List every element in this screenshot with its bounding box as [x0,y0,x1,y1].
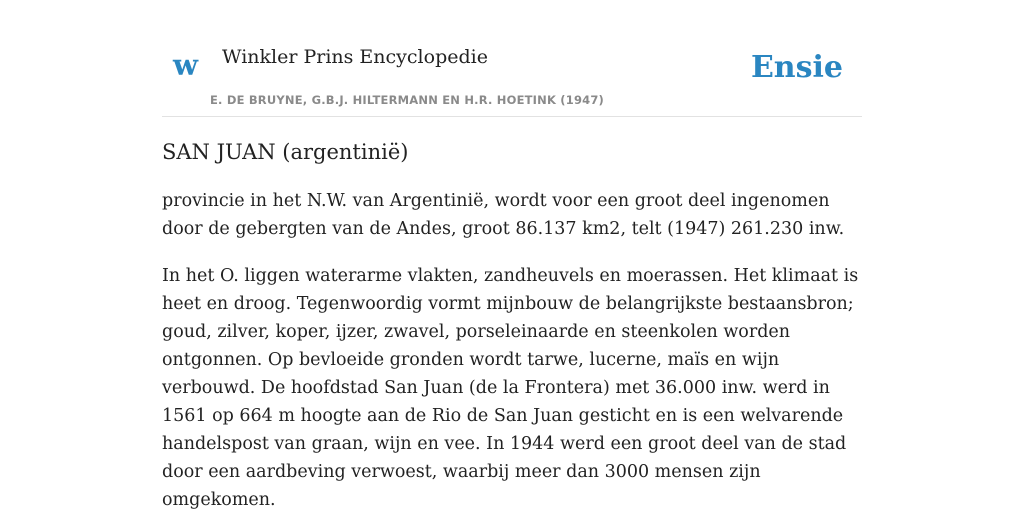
article-paragraph: provincie in het N.W. van Argentinië, wordt voor een groot deel ingenomen door de gebergten van de Andes, groot 86.137 km2, telt (1947) 261.230 inw. [162,191,845,240]
authors-credit: E. DE BRUYNE, G.B.J. HILTERMANN EN H.R. HOETINK (1947) [210,93,605,107]
ensie-brand-logo[interactable]: Ensie [750,50,843,85]
article-paragraph: In het O. liggen waterarme vlakten, zandheuvels en moerassen. Het klimaat is heet en droog. Tegenwoordig vormt mijnbouw de belangrijkste bestaansbron; goud, zilver, koper, ijzer, zwavel, porseleinaarde en steenkolen worden ontgonnen. Op bevloeide gronden wordt tarwe, lucerne, maïs en wijn verbouwd. De hoofdstad San Juan (de la Frontera) met 36.000 inw. werd in 1561 op 664 m hoogte aan de Rio de San Juan gesticht en is een welvarende handelspost van graan, wijn en vee. In 1944 werd een groot deel van de stad door een aardbeving verwoest, waarbij meer dan 3000 mensen zijn omgekomen. [162,266,859,511]
encyclopedia-title[interactable]: Winkler Prins Encyclopedie [222,46,488,68]
article [162,138,866,512]
site-header [162,0,862,117]
article-title: SAN JUAN (argentinië) [162,140,409,164]
winkler-prins-logo[interactable]: w [173,48,198,82]
